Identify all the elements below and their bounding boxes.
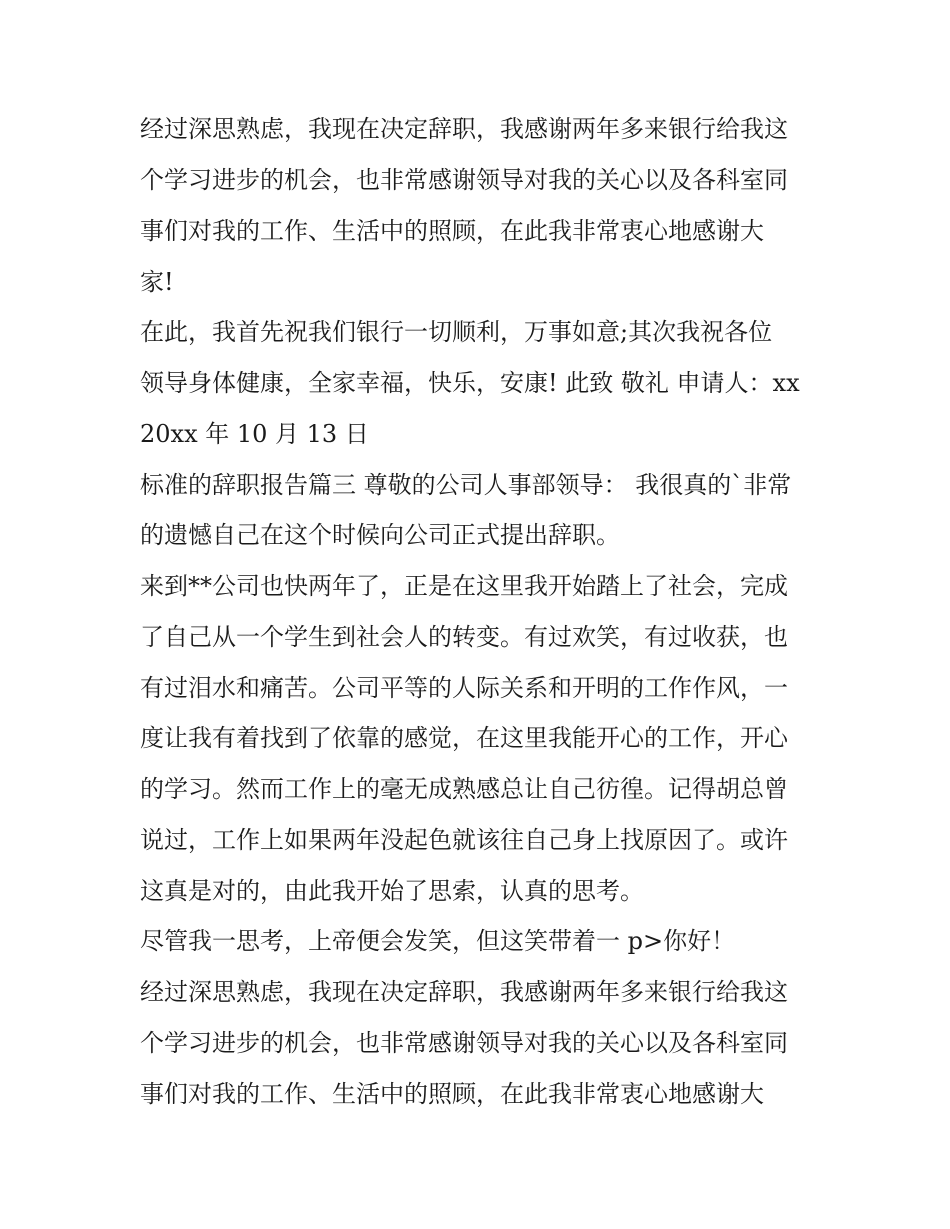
- text-line: 事们对我的工作、生活中的照顾，在此我非常衷心地感谢大: [140, 1080, 764, 1108]
- text-line: 来到**公司也快两年了，正是在这里我开始踏上了社会，完成: [140, 572, 788, 600]
- text-line: 标准的辞职报告篇三 尊敬的公司人事部领导： 我很真的`非常: [140, 471, 792, 499]
- text-line: 领导身体健康，全家幸福，快乐，安康! 此致 敬礼 申请人：xx: [140, 369, 800, 397]
- text-line: 个学习进步的机会，也非常感谢领导对我的关心以及各科室同: [140, 166, 788, 194]
- text-line: 在此，我首先祝我们银行一切顺利，万事如意;其次我祝各位: [140, 318, 773, 346]
- text-line: 说过，工作上如果两年没起色就该往自己身上找原因了。或许: [140, 826, 788, 854]
- date-line: 20xx 年 10 月 13 日: [140, 420, 369, 448]
- text-line: 这真是对的，由此我开始了思索，认真的思考。: [140, 877, 644, 905]
- text-line: 尽管我一思考，上帝便会发笑，但这笑带着一 p>你好！: [140, 927, 736, 955]
- text-line: 了自己从一个学生到社会人的转变。有过欢笑，有过收获，也: [140, 623, 788, 651]
- text-line: 家!: [140, 268, 174, 296]
- text-line: 的遗憾自己在这个时候向公司正式提出辞职。: [140, 521, 620, 549]
- text-line: 度让我有着找到了依靠的感觉，在这里我能开心的工作，开心: [140, 724, 788, 752]
- text-line: 个学习进步的机会，也非常感谢领导对我的关心以及各科室同: [140, 1029, 788, 1057]
- text-line: 经过深思熟虑，我现在决定辞职，我感谢两年多来银行给我这: [140, 978, 788, 1006]
- text-line: 事们对我的工作、生活中的照顾，在此我非常衷心地感谢大: [140, 217, 764, 245]
- text-line: 的学习。然而工作上的毫无成熟感总让自己彷徨。记得胡总曾: [140, 775, 788, 803]
- text-line: 经过深思熟虑，我现在决定辞职，我感谢两年多来银行给我这: [140, 115, 788, 143]
- text-line: 有过泪水和痛苦。公司平等的人际关系和开明的工作作风，一: [140, 674, 788, 702]
